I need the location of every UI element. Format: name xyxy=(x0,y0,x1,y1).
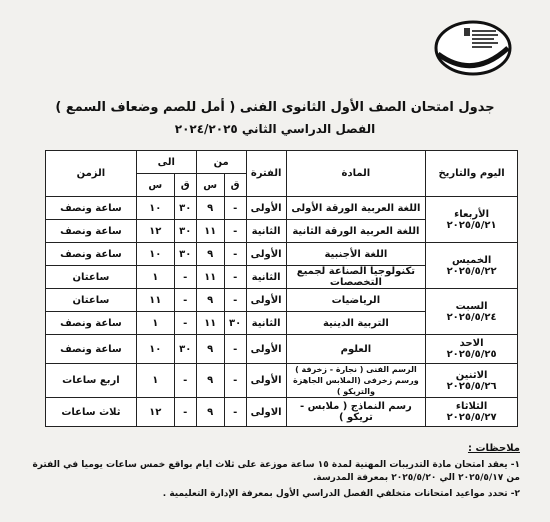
to-q-cell: ٣٠ xyxy=(174,243,196,266)
to-s-cell: ١ xyxy=(136,364,174,398)
day-cell xyxy=(426,243,518,289)
day-date: ٢٠٢٥/٥/٢٢ xyxy=(446,265,497,277)
page-title: جدول امتحان الصف الأول الثانوى الفنى ( أمل للصم وضعاف السمع ) xyxy=(55,100,495,115)
header-from: من xyxy=(196,151,246,174)
to-s-cell: ١٠ xyxy=(136,243,174,266)
subject-cell: العلوم xyxy=(286,335,426,364)
subject-cell: التربية الدينية xyxy=(286,312,426,335)
day-date: ٢٠٢٥/٥/٢٧ xyxy=(446,412,497,423)
duration-cell: ساعة ونصف xyxy=(46,243,137,266)
subject-cell: الرياضيات xyxy=(286,289,426,312)
to-q-cell: ٣٠ xyxy=(174,220,196,243)
to-q-cell: - xyxy=(174,289,196,312)
from-q-cell: - xyxy=(224,364,246,398)
to-s-cell: ١ xyxy=(136,266,174,289)
table-row xyxy=(46,243,518,266)
from-q-cell: - xyxy=(224,243,246,266)
period-cell: الثانية xyxy=(246,312,286,335)
from-s-cell: ٩ xyxy=(196,335,224,364)
to-s-cell: ١ xyxy=(136,312,174,335)
from-q-cell: ٣٠ xyxy=(224,312,246,335)
day-name: الخميس xyxy=(451,254,492,266)
day-date: ٢٠٢٥/٥/٢٥ xyxy=(446,349,497,360)
from-s-cell: ١١ xyxy=(196,312,224,335)
table-row xyxy=(46,335,518,364)
subject-cell: اللغة العربية الورقة الأولى xyxy=(286,197,426,220)
to-q-cell: - xyxy=(174,312,196,335)
day-cell xyxy=(426,335,518,364)
to-s-cell: ١٢ xyxy=(136,398,174,427)
from-s-cell: ٩ xyxy=(196,289,224,312)
header-duration: الزمن xyxy=(46,151,137,197)
day-name: الاثنين xyxy=(455,369,488,381)
header-from-q: ق xyxy=(224,174,246,197)
day-date: ٢٠٢٥/٥/٢٦ xyxy=(446,380,497,392)
day-name: الاحد xyxy=(459,338,484,349)
header-from-s: س xyxy=(196,174,224,197)
table-row xyxy=(46,398,518,427)
period-cell: الاولى xyxy=(246,398,286,427)
note-item: ١- يعقد امتحان مادة التدريبات المهنية لمدة ١٥ ساعة موزعة على ثلاث ايام بواقع خمس ساعات يوميا في الفترة من ٢٠٢٥/٥/١٧ الي ٢٠٢٥/٥/٢٠ بمعرفة المدرسة. xyxy=(32,460,520,483)
ministry-emblem-icon xyxy=(434,18,512,76)
from-s-cell: ٩ xyxy=(196,398,224,427)
from-s-cell: ٩ xyxy=(196,364,224,398)
period-cell: الثانية xyxy=(246,266,286,289)
duration-cell: ساعة ونصف xyxy=(46,312,137,335)
to-s-cell: ١٠ xyxy=(136,335,174,364)
table-row xyxy=(46,197,518,220)
table-header-row xyxy=(46,151,518,174)
duration-cell: ثلاث ساعات xyxy=(46,398,137,427)
from-q-cell: - xyxy=(224,289,246,312)
from-s-cell: ١١ xyxy=(196,220,224,243)
subject-cell: اللغة العربية الورقة الثانية xyxy=(286,220,426,243)
period-cell: الأولى xyxy=(246,364,286,398)
to-s-cell: ١١ xyxy=(136,289,174,312)
from-s-cell: ٩ xyxy=(196,197,224,220)
from-q-cell: - xyxy=(224,398,246,427)
duration-cell: ساعة ونصف xyxy=(46,220,137,243)
subject-line: ورسم زخرفى (الملابس الجاهزة والتريكو ) xyxy=(293,376,419,396)
subject-cell: رسم النماذج ( ملابس - تريكو ) xyxy=(286,398,426,427)
period-cell: الثانية xyxy=(246,220,286,243)
header-period: الفترة xyxy=(246,151,286,197)
duration-cell: ساعتان xyxy=(46,266,137,289)
day-cell xyxy=(426,398,518,427)
day-name: الأربعاء xyxy=(454,208,490,220)
to-q-cell: ٣٠ xyxy=(174,197,196,220)
page-subtitle: الفصل الدراسي الثاني ٢٠٢٤/٢٠٢٥ xyxy=(174,122,376,136)
duration-cell: ساعة ونصف xyxy=(46,197,137,220)
period-cell: الأولى xyxy=(246,289,286,312)
table-row xyxy=(46,289,518,312)
to-q-cell: ٣٠ xyxy=(174,335,196,364)
table-row xyxy=(46,364,518,398)
note-item: ٢- تحدد مواعيد امتحانات متخلفي الفصل الدراسي الأول بمعرفة الإدارة التعليمية . xyxy=(162,489,520,499)
subject-cell xyxy=(286,364,426,398)
exam-schedule-table xyxy=(45,150,518,427)
day-cell xyxy=(426,197,518,243)
from-q-cell: - xyxy=(224,197,246,220)
notes-section xyxy=(20,442,520,501)
duration-cell: ساعة ونصف xyxy=(46,335,137,364)
day-name: الثلاثاء xyxy=(455,401,488,412)
day-date: ٢٠٢٥/٥/٢٤ xyxy=(446,311,497,323)
duration-cell: اربع ساعات xyxy=(46,364,137,398)
day-date: ٢٠٢٥/٥/٢١ xyxy=(446,219,497,231)
from-q-cell: - xyxy=(224,335,246,364)
from-s-cell: ٩ xyxy=(196,243,224,266)
header-to: الى xyxy=(136,151,196,174)
day-name: السبت xyxy=(455,300,488,312)
day-cell xyxy=(426,364,518,398)
to-s-cell: ١٢ xyxy=(136,220,174,243)
day-cell xyxy=(426,289,518,335)
period-cell: الأولى xyxy=(246,243,286,266)
from-q-cell: - xyxy=(224,266,246,289)
ministry-logo xyxy=(434,18,512,76)
period-cell: الأولى xyxy=(246,335,286,364)
subject-cell: تكنولوجيا الصناعة لجميع التخصصات xyxy=(286,266,426,289)
period-cell: الأولى xyxy=(246,197,286,220)
from-q-cell: - xyxy=(224,220,246,243)
header-to-q: ق xyxy=(174,174,196,197)
header-subject: المادة xyxy=(286,151,426,197)
notes-heading: ملاحظات : xyxy=(467,443,520,454)
to-q-cell: - xyxy=(174,266,196,289)
to-q-cell: - xyxy=(174,398,196,427)
to-q-cell: - xyxy=(174,364,196,398)
subject-line: الرسم الفنى ( نجارة - زخرفة ) xyxy=(295,365,417,374)
subject-cell: اللغة الأجنبية xyxy=(286,243,426,266)
duration-cell: ساعتان xyxy=(46,289,137,312)
header-day-date: اليوم والتاريخ xyxy=(426,151,518,197)
from-s-cell: ١١ xyxy=(196,266,224,289)
to-s-cell: ١٠ xyxy=(136,197,174,220)
header-to-s: س xyxy=(136,174,174,197)
